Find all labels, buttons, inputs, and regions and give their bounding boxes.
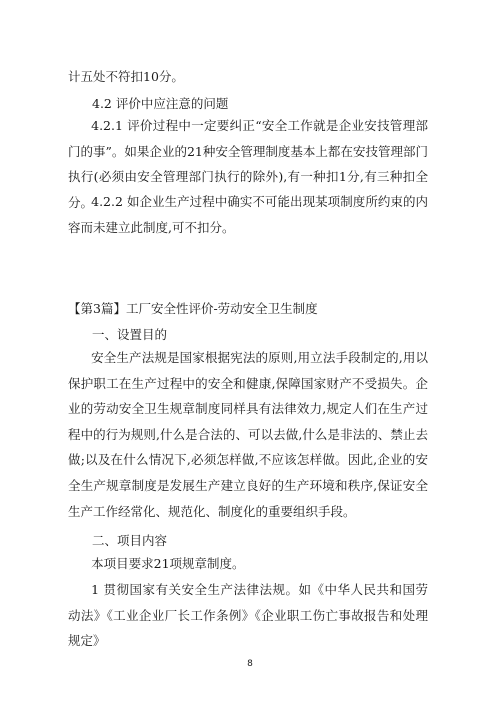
text-line-deduction: 计五处不符扣10分。: [68, 69, 184, 84]
paragraph-4-2-1: 4.2.1 评价过程中一定要纠正“安全工作就是企业安技管理部门的事”。如果企业的21种安全管理制度基本上都在安技管理部门执行(必须由安全管理部门执行的除外),有一种扣1分,有三种扣全分。: [68, 118, 428, 210]
paragraph-item-1: 1 贯彻国家有关安全生产法律法规。如《中华人民共和国劳动法》《工业企业厂长工作条例》《企业职工伤亡事故报告和处理规定》: [68, 582, 428, 649]
paragraph-purpose: 安全生产法规是国家根据宪法的原则,用立法手段制定的,用以保护职工在生产过程中的安全和健康,保障国家财产不受损失。企业的劳动安全卫生规章制度同样具有法律效力,规定人们在生产过程中的行为规则,什么是合法的、可以去做,什么是非法的、禁止去做;以及在什么情况下,必须怎样做,不应该怎样做。因此,企业的安全生产规章制度是发展生产建立良好的生产环境和秩序,保证安全生产工作经常化、规范化、制度化的重要组织手段。: [68, 350, 428, 519]
heading-purpose: 一、设置目的: [92, 327, 168, 342]
article-title: 【第3篇】工厂安全性评价-劳动安全卫生制度: [68, 301, 318, 316]
paragraph-4-2-2: 4.2.2 如企业生产过程中确实不可能出现某项制度所约束的内容而未建立此制度,可不扣分。: [68, 194, 428, 235]
heading-4-2: 4.2 评价中应注意的问题: [92, 96, 229, 111]
heading-content: 二、项目内容: [92, 533, 168, 548]
page-number: 8: [247, 659, 253, 669]
paragraph-requirement: 本项目要求21项规章制度。: [91, 556, 245, 571]
